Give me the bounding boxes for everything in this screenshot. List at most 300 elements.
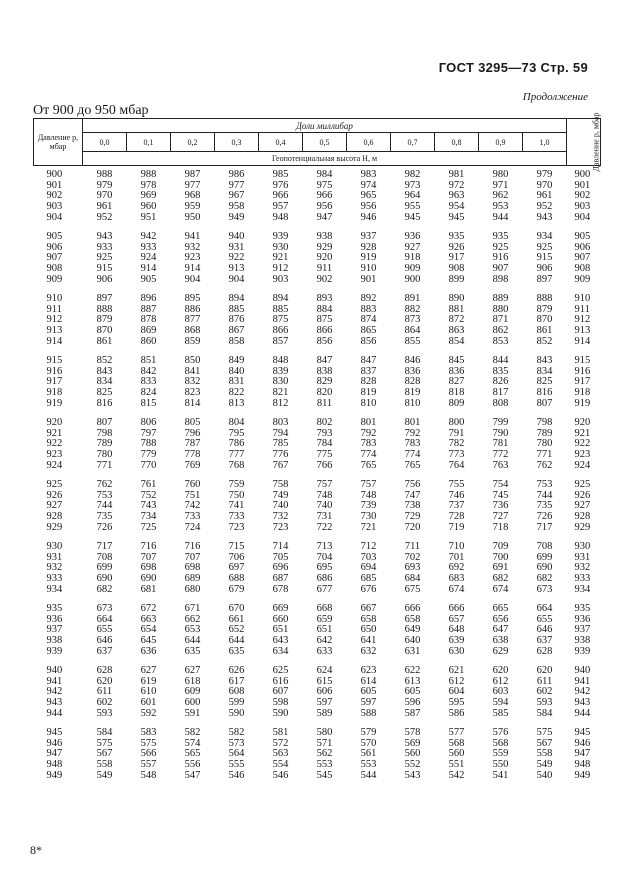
- height-value: 797: [140, 427, 157, 439]
- pressure-value: 938: [574, 635, 591, 647]
- height-value: 771: [96, 459, 113, 471]
- height-cell: [303, 166, 347, 233]
- height-value: 926: [448, 241, 465, 253]
- height-value: 678: [272, 583, 289, 595]
- height-value: 694: [360, 562, 377, 574]
- height-value: 831: [228, 376, 245, 388]
- pressure-value: 925: [574, 479, 591, 490]
- height-value: 557: [140, 759, 157, 771]
- height-value: 686: [316, 573, 333, 585]
- height-cell: [523, 728, 567, 790]
- height-cell: [435, 666, 479, 728]
- pressure-value: 945: [574, 727, 591, 738]
- height-value: 807: [96, 417, 113, 428]
- height-value: 601: [140, 697, 157, 709]
- height-cell: [479, 166, 523, 233]
- pressure-value: 937: [574, 624, 591, 636]
- height-value: 553: [316, 759, 333, 771]
- height-cell: [127, 356, 171, 418]
- height-value: 671: [184, 603, 201, 614]
- height-value: 874: [360, 314, 377, 326]
- height-value: 658: [404, 613, 421, 625]
- height-cell: [523, 542, 567, 604]
- height-cell: [347, 294, 391, 356]
- height-value: 979: [536, 169, 553, 180]
- height-value: 661: [228, 613, 245, 625]
- height-value: 571: [316, 737, 333, 749]
- height-value: 904: [184, 273, 201, 285]
- height-value: 753: [96, 489, 113, 501]
- height-value: 591: [184, 707, 201, 719]
- pressure-value: 904: [46, 211, 63, 223]
- height-value: 722: [316, 521, 333, 533]
- fraction-header: 1,0: [523, 133, 567, 152]
- height-value: 623: [360, 665, 377, 676]
- pressure-cell-right: [567, 480, 601, 542]
- height-value: 988: [140, 169, 157, 180]
- height-value: 545: [316, 769, 333, 781]
- height-value: 693: [404, 562, 421, 574]
- height-value: 738: [404, 500, 421, 512]
- height-value: 861: [536, 325, 553, 337]
- height-value: 815: [140, 397, 157, 409]
- height-value: 594: [492, 697, 509, 709]
- height-value: 789: [536, 427, 553, 439]
- height-value: 888: [96, 303, 113, 315]
- height-value: 885: [272, 303, 289, 315]
- pressure-cell: [34, 728, 83, 790]
- pressure-value: 910: [574, 293, 591, 304]
- height-value: 956: [360, 201, 377, 213]
- pressure-value: 911: [46, 303, 62, 315]
- height-value: 630: [448, 645, 465, 657]
- height-value: 772: [492, 449, 509, 461]
- height-value: 637: [536, 635, 553, 647]
- height-value: 933: [96, 241, 113, 253]
- height-value: 843: [536, 355, 553, 366]
- height-cell: [391, 232, 435, 294]
- height-value: 970: [96, 190, 113, 202]
- height-value: 573: [228, 737, 245, 749]
- height-value: 644: [184, 635, 201, 647]
- height-value: 816: [536, 387, 553, 399]
- pressure-value: 946: [574, 737, 591, 749]
- height-value: 959: [184, 201, 201, 213]
- height-cell: [303, 232, 347, 294]
- height-cell: [435, 728, 479, 790]
- pressure-value: 908: [46, 263, 63, 275]
- height-cell: [215, 418, 259, 480]
- height-value: 921: [272, 252, 289, 264]
- height-value: 620: [96, 675, 113, 687]
- height-value: 918: [404, 252, 421, 264]
- pressure-cell-right: [567, 166, 601, 233]
- fraction-header: 0,9: [479, 133, 523, 152]
- height-value: 915: [536, 252, 553, 264]
- pressure-value: 914: [574, 335, 591, 347]
- height-value: 719: [448, 521, 465, 533]
- pressure-value: 941: [574, 675, 591, 687]
- height-value: 890: [448, 293, 465, 304]
- height-value: 936: [404, 231, 421, 242]
- pressure-value: 930: [46, 541, 63, 552]
- height-value: 870: [96, 325, 113, 337]
- height-value: 625: [272, 665, 289, 676]
- height-value: 544: [360, 769, 377, 781]
- pressure-value: 934: [574, 583, 591, 595]
- pressure-value: 947: [46, 748, 63, 760]
- height-value: 929: [316, 241, 333, 253]
- height-value: 666: [448, 603, 465, 614]
- height-value: 865: [360, 325, 377, 337]
- height-value: 658: [360, 613, 377, 625]
- height-value: 705: [272, 551, 289, 563]
- height-value: 937: [360, 231, 377, 242]
- height-value: 758: [272, 479, 289, 490]
- height-value: 691: [492, 562, 509, 574]
- height-value: 776: [272, 449, 289, 461]
- height-value: 833: [140, 376, 157, 388]
- height-cell: [127, 480, 171, 542]
- height-value: 750: [228, 489, 245, 501]
- unit-header: Геопотенциальная высота H, м: [83, 152, 567, 166]
- height-value: 836: [404, 365, 421, 377]
- pressure-value: 921: [46, 427, 63, 439]
- height-value: 956: [316, 201, 333, 213]
- height-value: 732: [272, 511, 289, 523]
- height-value: 969: [140, 190, 157, 202]
- height-cell: [391, 480, 435, 542]
- height-value: 799: [492, 417, 509, 428]
- height-value: 729: [404, 511, 421, 523]
- height-value: 697: [228, 562, 245, 574]
- height-value: 703: [360, 551, 377, 563]
- height-value: 561: [360, 748, 377, 760]
- height-value: 735: [96, 511, 113, 523]
- height-value: 912: [272, 263, 289, 275]
- height-cell: [303, 542, 347, 604]
- pressure-value: 919: [574, 397, 591, 409]
- height-value: 810: [360, 397, 377, 409]
- height-value: 914: [140, 263, 157, 275]
- height-value: 744: [536, 489, 553, 501]
- height-value: 612: [448, 675, 465, 687]
- height-value: 930: [272, 241, 289, 253]
- height-cell: [215, 166, 259, 233]
- height-value: 922: [228, 252, 245, 264]
- pressure-value: 932: [574, 562, 591, 574]
- height-value: 906: [536, 263, 553, 275]
- height-value: 820: [316, 387, 333, 399]
- height-cell: [303, 604, 347, 666]
- table-row-group: [34, 356, 601, 418]
- height-cell: [171, 418, 215, 480]
- pressure-value: 942: [46, 686, 63, 698]
- pressure-value: 929: [46, 521, 63, 533]
- height-cell: [391, 294, 435, 356]
- height-value: 980: [492, 169, 509, 180]
- height-value: 837: [360, 365, 377, 377]
- height-value: 934: [536, 231, 553, 242]
- height-value: 905: [140, 273, 157, 285]
- height-value: 904: [228, 273, 245, 285]
- height-value: 788: [140, 438, 157, 450]
- height-cell: [523, 166, 567, 233]
- height-value: 806: [140, 417, 157, 428]
- pressure-value: 915: [46, 355, 63, 366]
- height-value: 981: [448, 169, 465, 180]
- height-value: 911: [316, 263, 333, 275]
- height-value: 542: [448, 769, 465, 781]
- pressure-value: 907: [46, 252, 63, 264]
- height-cell: [83, 666, 127, 728]
- height-value: 809: [448, 397, 465, 409]
- height-value: 834: [536, 365, 553, 377]
- height-value: 795: [228, 427, 245, 439]
- height-value: 855: [404, 335, 421, 347]
- height-cell: [259, 666, 303, 728]
- height-value: 836: [448, 365, 465, 377]
- height-value: 940: [228, 231, 245, 242]
- height-cell: [127, 232, 171, 294]
- height-value: 602: [536, 686, 553, 698]
- height-value: 596: [404, 697, 421, 709]
- height-value: 667: [360, 603, 377, 614]
- height-value: 881: [448, 303, 465, 315]
- height-value: 851: [140, 355, 157, 366]
- pressure-value: 909: [46, 273, 63, 285]
- height-value: 982: [404, 169, 421, 180]
- height-cell: [347, 166, 391, 233]
- height-value: 883: [360, 303, 377, 315]
- height-value: 608: [228, 686, 245, 698]
- pressure-value: 935: [574, 603, 591, 614]
- height-cell: [479, 418, 523, 480]
- height-value: 835: [492, 365, 509, 377]
- continuation-label: Продолжение: [522, 91, 588, 103]
- height-value: 915: [96, 263, 113, 275]
- height-value: 813: [228, 397, 245, 409]
- height-value: 935: [448, 231, 465, 242]
- height-value: 766: [316, 459, 333, 471]
- height-value: 826: [492, 376, 509, 388]
- height-value: 682: [536, 573, 553, 585]
- height-value: 765: [360, 459, 377, 471]
- height-value: 598: [272, 697, 289, 709]
- height-value: 655: [96, 624, 113, 636]
- height-value: 975: [316, 179, 333, 191]
- height-value: 575: [536, 727, 553, 738]
- height-cell: [347, 356, 391, 418]
- height-value: 903: [272, 273, 289, 285]
- height-cell: [171, 166, 215, 233]
- page-footnote: 8*: [30, 843, 42, 857]
- height-value: 628: [536, 645, 553, 657]
- height-value: 866: [316, 325, 333, 337]
- height-value: 559: [492, 748, 509, 760]
- height-value: 609: [184, 686, 201, 698]
- pressure-value: 922: [574, 438, 591, 450]
- height-cell: [259, 728, 303, 790]
- height-value: 550: [492, 759, 509, 771]
- height-value: 653: [184, 624, 201, 636]
- height-value: 590: [228, 707, 245, 719]
- height-value: 638: [492, 635, 509, 647]
- height-cell: [391, 542, 435, 604]
- pressure-cell: [34, 542, 83, 604]
- height-value: 647: [492, 624, 509, 636]
- height-value: 568: [492, 737, 509, 749]
- height-value: 614: [360, 675, 377, 687]
- height-value: 927: [404, 241, 421, 253]
- height-value: 952: [536, 201, 553, 213]
- height-value: 781: [492, 438, 509, 450]
- height-value: 581: [272, 727, 289, 738]
- height-value: 763: [492, 459, 509, 471]
- height-value: 618: [184, 675, 201, 687]
- height-value: 606: [316, 686, 333, 698]
- fraction-band-header: Доли миллибар: [83, 119, 567, 133]
- height-value: 540: [536, 769, 553, 781]
- height-value: 967: [228, 190, 245, 202]
- height-value: 569: [404, 737, 421, 749]
- height-value: 942: [140, 231, 157, 242]
- height-value: 891: [404, 293, 421, 304]
- height-value: 695: [316, 562, 333, 574]
- height-value: 801: [360, 417, 377, 428]
- height-value: 612: [492, 675, 509, 687]
- height-cell: [171, 666, 215, 728]
- height-value: 648: [448, 624, 465, 636]
- height-value: 679: [228, 583, 245, 595]
- height-value: 563: [272, 748, 289, 760]
- height-value: 565: [184, 748, 201, 760]
- height-cell: [83, 480, 127, 542]
- pressure-column-header-right: Давление p, мбар: [567, 119, 601, 166]
- height-value: 663: [140, 613, 157, 625]
- height-cell: [127, 542, 171, 604]
- pressure-value: 946: [46, 737, 63, 749]
- height-value: 582: [228, 727, 245, 738]
- pressure-value: 941: [46, 675, 63, 687]
- height-value: 575: [140, 737, 157, 749]
- height-value: 749: [272, 489, 289, 501]
- height-cell: [303, 418, 347, 480]
- height-value: 564: [228, 748, 245, 760]
- height-cell: [215, 666, 259, 728]
- height-value: 728: [448, 511, 465, 523]
- pressure-value: 931: [574, 551, 591, 563]
- height-value: 592: [140, 707, 157, 719]
- height-value: 633: [316, 645, 333, 657]
- height-cell: [171, 728, 215, 790]
- height-value: 739: [360, 500, 377, 512]
- height-value: 920: [316, 252, 333, 264]
- height-value: 931: [228, 241, 245, 253]
- height-cell: [303, 728, 347, 790]
- pressure-column-header-left: Давление p, мбар: [34, 119, 83, 166]
- height-value: 962: [492, 190, 509, 202]
- height-value: 607: [272, 686, 289, 698]
- height-value: 861: [96, 335, 113, 347]
- height-value: 941: [184, 231, 201, 242]
- height-value: 727: [492, 511, 509, 523]
- height-value: 807: [536, 397, 553, 409]
- height-value: 754: [492, 479, 509, 490]
- pressure-cell-right: [567, 294, 601, 356]
- pressure-value: 948: [574, 759, 591, 771]
- height-value: 664: [536, 603, 553, 614]
- height-cell: [215, 232, 259, 294]
- height-value: 736: [492, 500, 509, 512]
- height-value: 984: [316, 169, 333, 180]
- pressure-value: 917: [46, 376, 63, 388]
- height-value: 892: [360, 293, 377, 304]
- height-value: 716: [184, 541, 201, 552]
- height-cell: [347, 542, 391, 604]
- height-cell: [127, 166, 171, 233]
- pressure-value: 928: [574, 511, 591, 523]
- height-value: 558: [96, 759, 113, 771]
- height-value: 917: [448, 252, 465, 264]
- height-value: 916: [492, 252, 509, 264]
- height-value: 882: [404, 303, 421, 315]
- height-value: 628: [96, 665, 113, 676]
- height-value: 760: [184, 479, 201, 490]
- height-value: 725: [140, 521, 157, 533]
- height-value: 925: [492, 241, 509, 253]
- pressure-cell-right: [567, 232, 601, 294]
- height-value: 957: [272, 201, 289, 213]
- height-cell: [479, 232, 523, 294]
- height-value: 842: [140, 365, 157, 377]
- pressure-value: 918: [46, 387, 63, 399]
- height-cell: [435, 480, 479, 542]
- height-value: 577: [448, 727, 465, 738]
- height-value: 951: [140, 211, 157, 223]
- height-value: 961: [536, 190, 553, 202]
- height-value: 740: [316, 500, 333, 512]
- height-value: 574: [184, 737, 201, 749]
- height-cell: [215, 728, 259, 790]
- height-cell: [171, 604, 215, 666]
- height-value: 704: [316, 551, 333, 563]
- height-value: 952: [96, 211, 113, 223]
- height-value: 844: [492, 355, 509, 366]
- height-value: 672: [140, 603, 157, 614]
- pressure-value: 916: [574, 365, 591, 377]
- fraction-header: 0,1: [127, 133, 171, 152]
- height-value: 572: [272, 737, 289, 749]
- height-value: 589: [316, 707, 333, 719]
- height-value: 879: [536, 303, 553, 315]
- height-value: 879: [96, 314, 113, 326]
- height-value: 800: [448, 417, 465, 428]
- height-value: 643: [272, 635, 289, 647]
- height-value: 867: [228, 325, 245, 337]
- pressure-value: 906: [46, 241, 63, 253]
- pressure-value: 900: [574, 169, 591, 180]
- height-cell: [259, 166, 303, 233]
- height-value: 889: [492, 293, 509, 304]
- height-value: 821: [272, 387, 289, 399]
- height-value: 866: [272, 325, 289, 337]
- height-value: 876: [228, 314, 245, 326]
- pressure-value: 921: [574, 427, 591, 439]
- height-value: 605: [404, 686, 421, 698]
- height-value: 846: [404, 355, 421, 366]
- height-value: 615: [316, 675, 333, 687]
